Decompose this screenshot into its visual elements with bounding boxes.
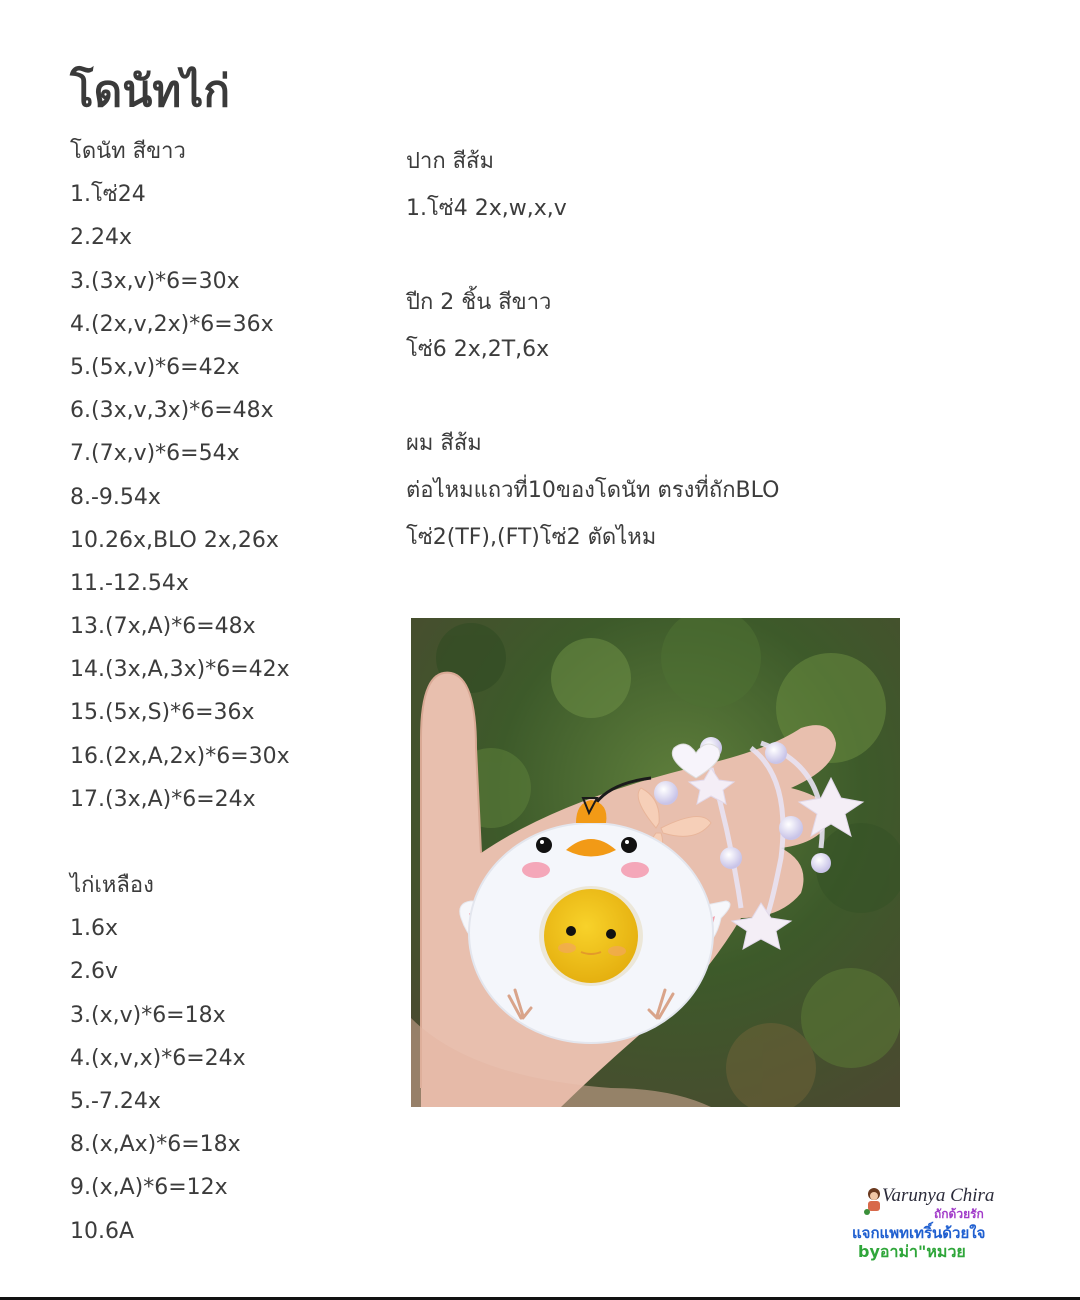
pattern-row: 2.24x: [70, 225, 133, 251]
pattern-row: 5.(5x,v)*6=42x: [70, 354, 240, 380]
pattern-row: 17.(3x,A)*6=24x: [70, 786, 256, 812]
logo-tagline-2: แจกแพทเทริ์นด้วยใจ: [852, 1224, 986, 1242]
pattern-row: 1.โซ่24: [70, 182, 146, 208]
pattern-row: 11.-12.54x: [70, 570, 189, 596]
pattern-row: 16.(2x,A,2x)*6=30x: [70, 743, 290, 769]
spacer: [406, 373, 966, 420]
logo-brand: Varunya Chira: [882, 1185, 995, 1206]
spacer: [406, 232, 966, 279]
pattern-row: 2.6v: [70, 959, 119, 985]
pattern-row: โซ่6 2x,2T,6x: [406, 337, 550, 362]
section-heading: ปีก 2 ชิ้น สีขาว: [406, 290, 552, 315]
pattern-row: 4.(2x,v,2x)*6=36x: [70, 311, 274, 337]
pattern-row: 1.6x: [70, 916, 119, 942]
wing-section: [406, 279, 966, 373]
pattern-row: 7.(7x,v)*6=54x: [70, 441, 240, 467]
pattern-row: โซ่2(TF),(FT)โซ่2 ตัดไหม: [406, 525, 657, 550]
section-heading: โดนัท สีขาว: [70, 139, 186, 164]
logo-tagline-3: byอาม่า"หมวย: [858, 1242, 966, 1261]
chick-donut-photo-illustration: [411, 618, 900, 1107]
pattern-row: 5.-7.24x: [70, 1088, 161, 1114]
pattern-row: 8.-9.54x: [70, 484, 161, 510]
author-avatar-icon: [864, 1187, 884, 1215]
pattern-row: 6.(3x,v,3x)*6=48x: [70, 398, 274, 424]
pattern-row: ต่อไหมแถวที่10ของโดนัท ตรงที่ถักBLO: [406, 478, 780, 503]
pattern-row: 8.(x,Ax)*6=18x: [70, 1132, 241, 1158]
author-logo: [852, 1185, 995, 1263]
yellow-chick-section: [70, 864, 390, 1253]
spacer: [70, 821, 390, 864]
page-title: โดนัทไก่: [70, 66, 231, 117]
left-column: [70, 130, 390, 1253]
right-column: [406, 138, 966, 561]
pattern-row: 3.(3x,v)*6=30x: [70, 268, 240, 294]
pattern-row: 10.26x,BLO 2x,26x: [70, 527, 279, 553]
pattern-row: 9.(x,A)*6=12x: [70, 1175, 228, 1201]
pattern-row: 4.(x,v,x)*6=24x: [70, 1045, 246, 1071]
section-heading: ผม สีส้ม: [406, 431, 482, 456]
section-heading: ไก่เหลือง: [70, 873, 154, 898]
pattern-row: 10.6A: [70, 1218, 135, 1244]
pattern-row: 14.(3x,A,3x)*6=42x: [70, 657, 290, 683]
section-heading: ปาก สีส้ม: [406, 149, 494, 174]
pattern-row: 13.(7x,A)*6=48x: [70, 614, 256, 640]
pattern-row: 3.(x,v)*6=18x: [70, 1002, 226, 1028]
beak-section: [406, 138, 966, 232]
donut-section: [70, 130, 390, 821]
pattern-row: 1.โซ่4 2x,w,x,v: [406, 196, 567, 221]
product-photo: [411, 618, 900, 1107]
pattern-row: 15.(5x,S)*6=36x: [70, 700, 255, 726]
logo-tagline-1: ถักด้วยรัก: [934, 1207, 984, 1221]
hair-section: [406, 420, 966, 561]
